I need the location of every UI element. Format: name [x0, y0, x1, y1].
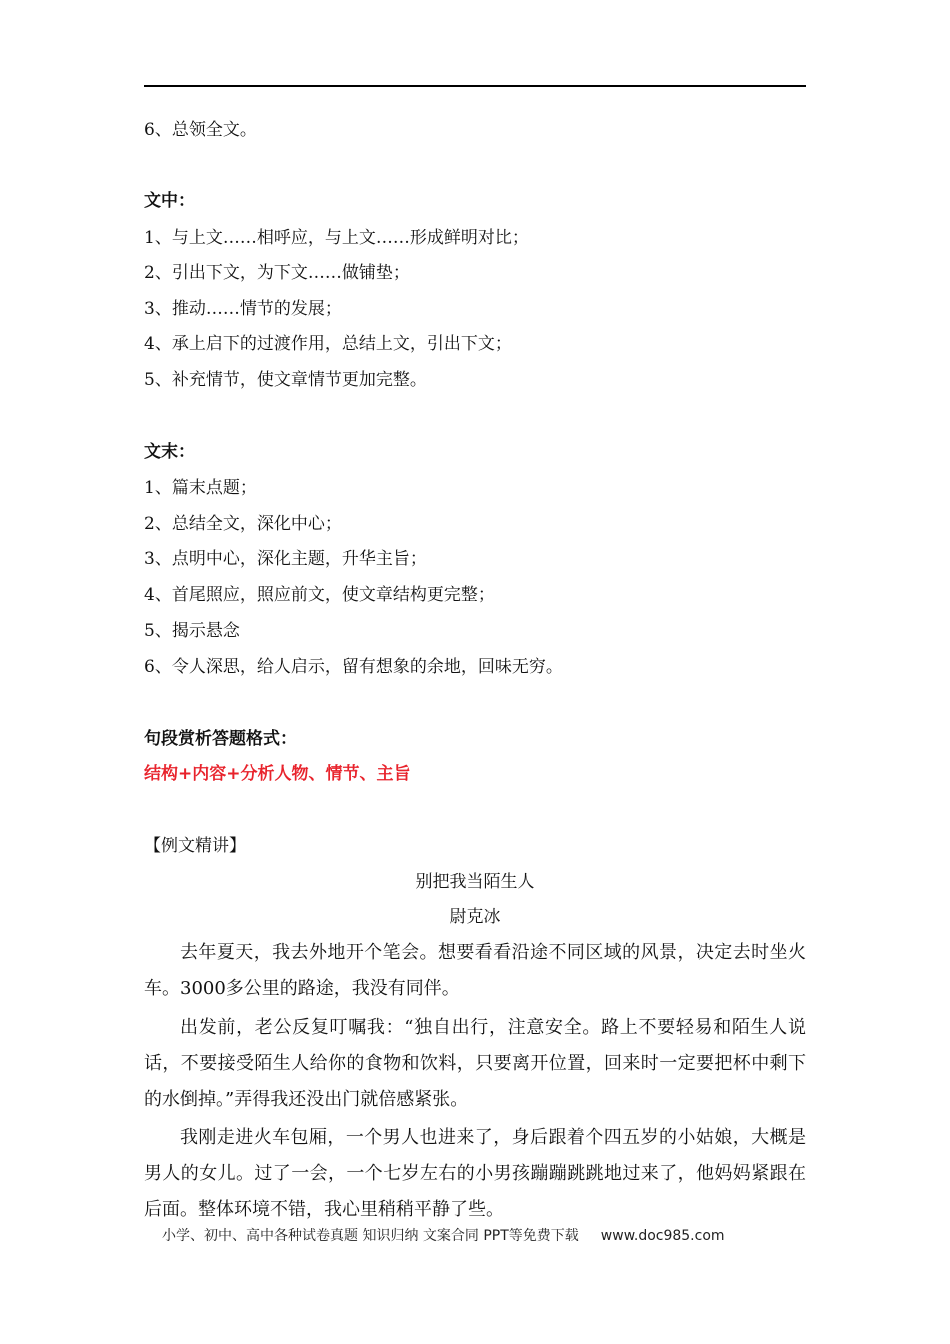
- header-rule: [144, 85, 806, 87]
- middle-item-2: 2、引出下文，为下文……做铺垫；: [144, 263, 410, 283]
- example-label: 【例文精讲】: [144, 836, 246, 856]
- middle-item-1: 1、与上文……相呼应，与上文……形成鲜明对比；: [144, 228, 529, 248]
- footer-url[interactable]: www.doc985.com: [600, 1228, 725, 1244]
- end-item-5: 5、揭示悬念: [144, 621, 240, 641]
- example-paragraph-2: 出发前，老公反复叮嘱我：“独自出行，注意安全。路上不要轻易和陌生人说话，不要接受陌生人给你的食物和饮料，只要离开位置，回来时一定要把杯中剩下的水倒掉。”弄得我还没出门就倍感紧张。: [144, 1017, 806, 1110]
- middle-item-5: 5、补充情节，使文章情节更加完整。: [144, 370, 427, 390]
- footer-text: 小学、初中、高中各种试卷真题 知识归纳 文案合同 PPT等免费下载: [162, 1228, 579, 1244]
- end-item-3: 3、点明中心，深化主题，升华主旨；: [144, 549, 427, 569]
- format-heading: 句段赏析答题格式：: [144, 729, 297, 749]
- middle-item-4: 4、承上启下的过渡作用，总结上文，引出下文；: [144, 334, 512, 354]
- middle-heading: 文中：: [144, 191, 195, 211]
- example-title: 别把我当陌生人: [415, 872, 535, 892]
- example-author: 尉克冰: [449, 907, 501, 927]
- end-item-1: 1、篇末点题；: [144, 478, 257, 498]
- example-paragraph-1: 去年夏天，我去外地开个笔会。想要看看沿途不同区域的风景，决定去时坐火车。3000多公里的路途，我没有同伴。: [144, 942, 806, 999]
- end-heading: 文末：: [144, 442, 195, 462]
- example-paragraph-3: 我刚走进火车包厢，一个男人也进来了，身后跟着个四五岁的小姑娘，大概是男人的女儿。过了一会，一个七岁左右的小男孩蹦蹦跳跳地过来了，他妈妈紧跟在后面。整体环境不错，我心里稍稍平静了些。: [144, 1127, 806, 1220]
- format-formula: 结构+内容+分析人物、情节、主旨: [144, 764, 411, 784]
- end-item-6: 6、令人深思，给人启示，留有想象的余地，回味无穷。: [144, 657, 563, 677]
- middle-item-3: 3、推动……情节的发展；: [144, 299, 342, 319]
- footer: [162, 1226, 725, 1246]
- end-item-4: 4、首尾照应，照应前文，使文章结构更完整；: [144, 585, 495, 605]
- intro-item: 6、总领全文。: [144, 120, 257, 140]
- end-item-2: 2、总结全文，深化中心；: [144, 514, 342, 534]
